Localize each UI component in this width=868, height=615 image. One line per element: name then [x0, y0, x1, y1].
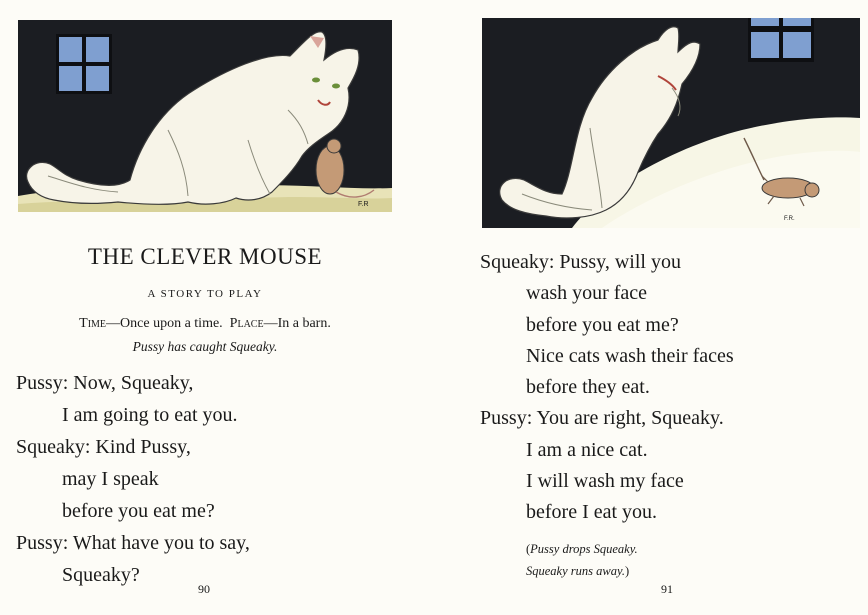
stage-direction: Pussy has caught Squeaky. [132, 339, 278, 354]
dialogue-line: I am going to eat you. [62, 404, 238, 426]
setting-line [0, 316, 410, 332]
cat-washing-illustration [482, 18, 860, 228]
dialogue-line: I will wash my face [526, 470, 684, 493]
dialogue-line: Squeaky: Kind Pussy, [16, 436, 191, 458]
dialogue-line: before you eat me? [526, 313, 679, 336]
dialogue-line: before they eat. [526, 376, 650, 399]
dialogue-line: before you eat me? [62, 500, 215, 522]
right-page [434, 0, 868, 615]
barn-window-icon [748, 18, 814, 62]
closing-line-1: (Pussy drops Squeaky. [526, 542, 638, 556]
dialogue-right [480, 247, 734, 529]
dialogue-line: Pussy: Now, Squeaky, [16, 372, 194, 394]
time-label: Time [79, 316, 107, 331]
cat-and-mouse-illustration [18, 20, 392, 212]
artist-signature: F.R. [784, 216, 795, 222]
dialogue-line: I am a nice cat. [526, 438, 648, 461]
dialogue-line: Pussy: You are right, Squeaky. [480, 407, 724, 430]
dialogue-line: Squeaky? [62, 564, 140, 586]
dialogue-left [16, 367, 250, 591]
dialogue-line: before I eat you. [526, 501, 658, 524]
dialogue-line: wash your face [526, 282, 648, 305]
page-number: 90 [198, 582, 210, 596]
dialogue-line: Squeaky: Pussy, will you [480, 251, 681, 273]
artist-signature: F.R [358, 201, 369, 208]
story-title: THE CLEVER MOUSE [87, 244, 323, 269]
page-number: 91 [661, 582, 673, 596]
dialogue-line: may I speak [62, 468, 159, 490]
dialogue-line: Nice cats wash their faces [526, 344, 734, 367]
place-text: —In a barn. [263, 316, 331, 331]
closing-line-2: Squeaky runs away.) [526, 564, 630, 578]
dialogue-line: Pussy: What have you to say, [16, 532, 250, 554]
barn-scene-drawing [18, 20, 392, 212]
story-subtitle: A STORY TO PLAY [147, 288, 263, 300]
closing-stage-direction [526, 538, 638, 582]
time-text: —Once upon a time. [106, 316, 223, 331]
barn-scene-drawing [482, 18, 860, 228]
barn-window-icon [56, 34, 112, 94]
place-label: Place [229, 316, 264, 331]
